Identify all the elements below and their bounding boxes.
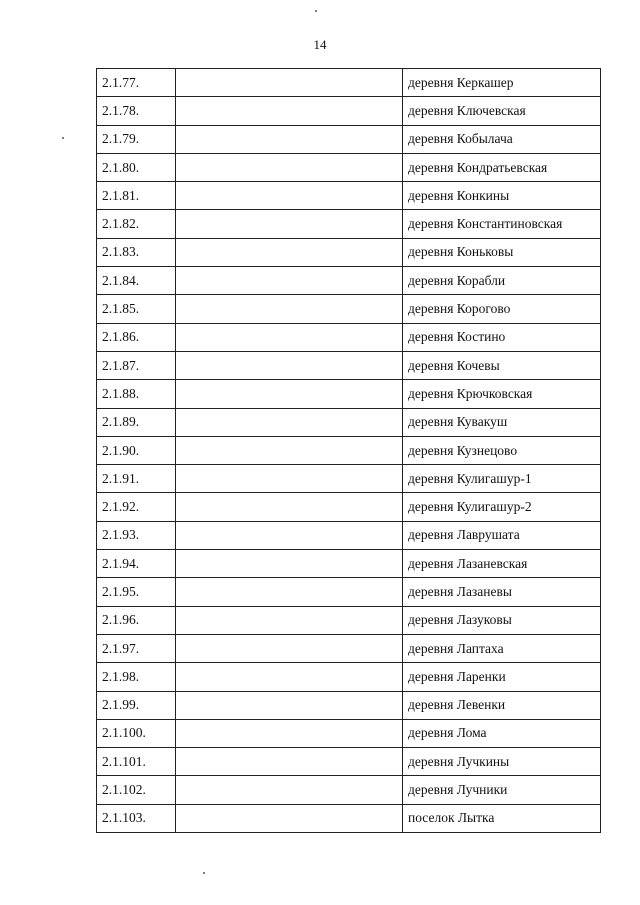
settlement-name-cell: деревня Кувакуш <box>403 408 601 436</box>
row-number-cell: 2.1.101. <box>97 748 176 776</box>
table-row <box>97 719 601 747</box>
table-row <box>97 550 601 578</box>
settlement-name-cell: деревня Корогово <box>403 295 601 323</box>
settlement-name-cell: деревня Конкины <box>403 182 601 210</box>
row-number-cell: 2.1.99. <box>97 691 176 719</box>
page-number: 14 <box>313 37 327 52</box>
scan-speck <box>315 10 317 12</box>
empty-middle-cell <box>176 606 403 634</box>
table-row <box>97 776 601 804</box>
table-row <box>97 267 601 295</box>
row-number-cell: 2.1.78. <box>97 97 176 125</box>
empty-middle-cell <box>176 663 403 691</box>
row-number-cell: 2.1.89. <box>97 408 176 436</box>
empty-middle-cell <box>176 182 403 210</box>
settlement-name-cell: деревня Кочевы <box>403 351 601 379</box>
settlement-name-cell: деревня Левенки <box>403 691 601 719</box>
table-row <box>97 804 601 832</box>
settlement-name-cell: деревня Лаврушата <box>403 521 601 549</box>
row-number-cell: 2.1.80. <box>97 153 176 181</box>
row-number-cell: 2.1.90. <box>97 436 176 464</box>
table-row <box>97 408 601 436</box>
settlement-name-cell: деревня Корабли <box>403 267 601 295</box>
empty-middle-cell <box>176 238 403 266</box>
empty-middle-cell <box>176 493 403 521</box>
scan-speck <box>62 137 64 139</box>
settlement-name-cell: деревня Кондратьевская <box>403 153 601 181</box>
table-row <box>97 153 601 181</box>
row-number-cell: 2.1.84. <box>97 267 176 295</box>
table-row <box>97 748 601 776</box>
settlement-name-cell: деревня Лазаневская <box>403 550 601 578</box>
empty-middle-cell <box>176 69 403 97</box>
settlements-table-body <box>97 69 601 833</box>
empty-middle-cell <box>176 210 403 238</box>
settlements-table <box>96 68 601 833</box>
row-number-cell: 2.1.85. <box>97 295 176 323</box>
row-number-cell: 2.1.96. <box>97 606 176 634</box>
empty-middle-cell <box>176 97 403 125</box>
settlement-name-cell: деревня Ключевская <box>403 97 601 125</box>
table-row <box>97 578 601 606</box>
row-number-cell: 2.1.86. <box>97 323 176 351</box>
empty-middle-cell <box>176 521 403 549</box>
empty-middle-cell <box>176 436 403 464</box>
table-row <box>97 634 601 662</box>
row-number-cell: 2.1.98. <box>97 663 176 691</box>
settlement-name-cell: деревня Крючковская <box>403 380 601 408</box>
settlement-name-cell: деревня Кулигашур-2 <box>403 493 601 521</box>
settlement-name-cell: деревня Лома <box>403 719 601 747</box>
settlement-name-cell: поселок Лытка <box>403 804 601 832</box>
empty-middle-cell <box>176 776 403 804</box>
row-number-cell: 2.1.94. <box>97 550 176 578</box>
row-number-cell: 2.1.97. <box>97 634 176 662</box>
settlement-name-cell: деревня Кузнецово <box>403 436 601 464</box>
table-row <box>97 606 601 634</box>
settlement-name-cell: деревня Кулигашур-1 <box>403 465 601 493</box>
row-number-cell: 2.1.93. <box>97 521 176 549</box>
settlement-name-cell: деревня Лучники <box>403 776 601 804</box>
scan-speck <box>203 872 205 874</box>
settlement-name-cell: деревня Константиновская <box>403 210 601 238</box>
row-number-cell: 2.1.77. <box>97 69 176 97</box>
empty-middle-cell <box>176 804 403 832</box>
table-row <box>97 97 601 125</box>
empty-middle-cell <box>176 578 403 606</box>
row-number-cell: 2.1.91. <box>97 465 176 493</box>
row-number-cell: 2.1.79. <box>97 125 176 153</box>
table-row <box>97 210 601 238</box>
table-row <box>97 351 601 379</box>
settlement-name-cell: деревня Ларенки <box>403 663 601 691</box>
settlement-name-cell: деревня Лазуковы <box>403 606 601 634</box>
settlement-name-cell: деревня Коньковы <box>403 238 601 266</box>
row-number-cell: 2.1.92. <box>97 493 176 521</box>
table-row <box>97 465 601 493</box>
row-number-cell: 2.1.103. <box>97 804 176 832</box>
table-row <box>97 691 601 719</box>
settlement-name-cell: деревня Кобылача <box>403 125 601 153</box>
empty-middle-cell <box>176 748 403 776</box>
row-number-cell: 2.1.102. <box>97 776 176 804</box>
empty-middle-cell <box>176 380 403 408</box>
settlement-name-cell: деревня Костино <box>403 323 601 351</box>
empty-middle-cell <box>176 153 403 181</box>
table-row <box>97 125 601 153</box>
empty-middle-cell <box>176 295 403 323</box>
table-row <box>97 493 601 521</box>
table-row <box>97 295 601 323</box>
table-row <box>97 380 601 408</box>
empty-middle-cell <box>176 550 403 578</box>
empty-middle-cell <box>176 719 403 747</box>
empty-middle-cell <box>176 408 403 436</box>
settlement-name-cell: деревня Лазаневы <box>403 578 601 606</box>
empty-middle-cell <box>176 323 403 351</box>
table-row <box>97 663 601 691</box>
row-number-cell: 2.1.81. <box>97 182 176 210</box>
settlement-name-cell: деревня Керкашер <box>403 69 601 97</box>
empty-middle-cell <box>176 465 403 493</box>
empty-middle-cell <box>176 267 403 295</box>
empty-middle-cell <box>176 351 403 379</box>
row-number-cell: 2.1.87. <box>97 351 176 379</box>
table-row <box>97 69 601 97</box>
row-number-cell: 2.1.95. <box>97 578 176 606</box>
settlement-name-cell: деревня Лучкины <box>403 748 601 776</box>
table-row <box>97 323 601 351</box>
row-number-cell: 2.1.83. <box>97 238 176 266</box>
table-row <box>97 436 601 464</box>
table-row <box>97 238 601 266</box>
settlement-name-cell: деревня Лаптаха <box>403 634 601 662</box>
row-number-cell: 2.1.88. <box>97 380 176 408</box>
empty-middle-cell <box>176 691 403 719</box>
row-number-cell: 2.1.100. <box>97 719 176 747</box>
row-number-cell: 2.1.82. <box>97 210 176 238</box>
empty-middle-cell <box>176 634 403 662</box>
table-row <box>97 521 601 549</box>
empty-middle-cell <box>176 125 403 153</box>
table-row <box>97 182 601 210</box>
